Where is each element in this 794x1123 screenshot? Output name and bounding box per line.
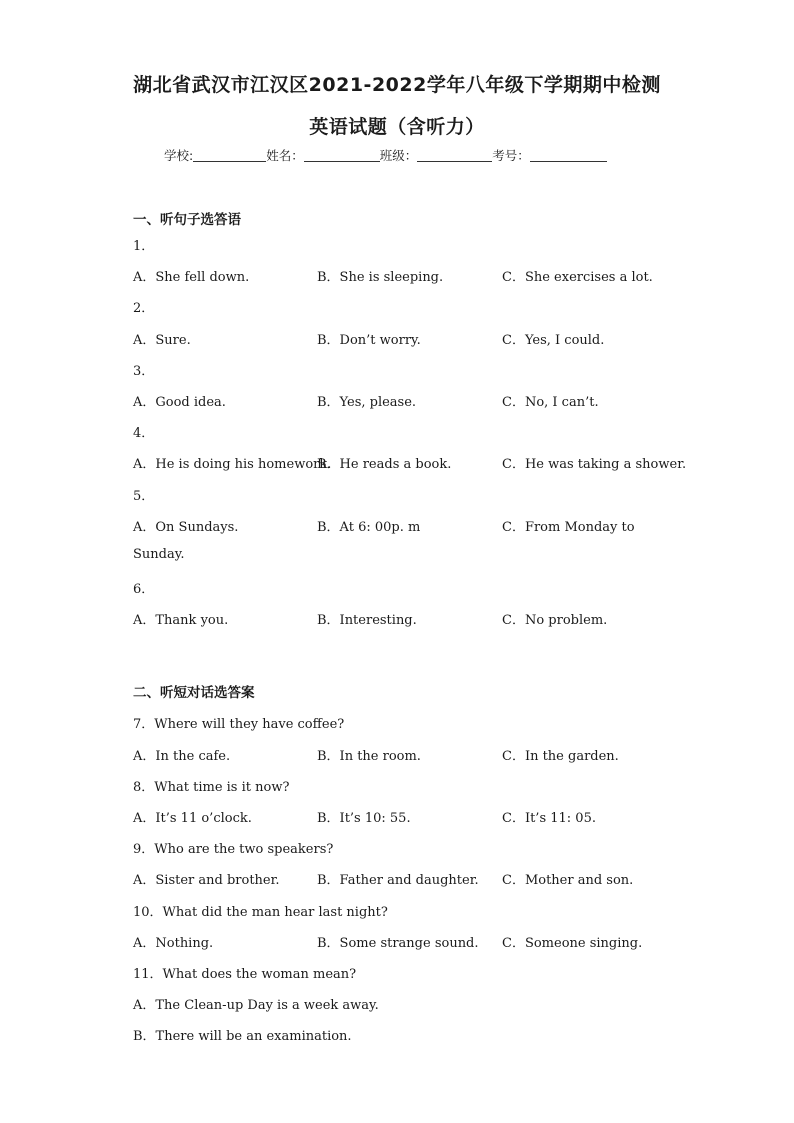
option-c: C．She exercises a lot. — [502, 270, 653, 285]
number-blank — [530, 148, 607, 162]
options-row — [0, 453, 794, 471]
question-text: 8．What time is it now? — [133, 780, 290, 795]
option-b: B．It’s 10: 55. — [317, 811, 411, 826]
option-b: B．He reads a book. — [317, 457, 452, 472]
question-text: 7．Where will they have coffee? — [133, 717, 345, 732]
option-c: C．Someone singing. — [502, 936, 643, 951]
options-row — [0, 609, 794, 627]
options-row — [0, 266, 794, 284]
option-b: B．Don’t worry. — [317, 333, 421, 348]
question-text: 9．Who are the two speakers? — [133, 842, 334, 857]
name-label: 姓名： — [266, 148, 304, 163]
name-blank — [304, 148, 380, 162]
options-row — [0, 869, 794, 887]
option-c-continuation: Sunday. — [133, 547, 185, 562]
option-c: C．Yes, I could. — [502, 333, 605, 348]
option-b: B．There will be an examination. — [133, 1029, 352, 1044]
option-a: A．Nothing. — [133, 936, 214, 951]
option-a: A．She fell down. — [133, 270, 250, 285]
option-c: C．No problem. — [502, 613, 608, 628]
option-a: A．Sure. — [133, 333, 191, 348]
option-a: A．Sister and brother. — [133, 873, 280, 888]
options-row — [0, 932, 794, 950]
question-text: 10．What did the man hear last night? — [133, 905, 388, 920]
option-b: B．Interesting. — [317, 613, 417, 628]
option-a: A．The Clean-up Day is a week away. — [133, 998, 379, 1013]
option-b: B．She is sleeping. — [317, 270, 444, 285]
option-c: C．It’s 11: 05. — [502, 811, 596, 826]
question-number: 1． — [133, 239, 155, 254]
option-c: C．No, I can’t. — [502, 395, 599, 410]
option-a: A．On Sundays. — [133, 520, 239, 535]
options-row — [0, 516, 794, 534]
document-title-line-2: 英语试题（含听力） — [309, 116, 485, 138]
question-text: 11．What does the woman mean? — [133, 967, 357, 982]
question-number: 5． — [133, 489, 155, 504]
options-row — [0, 391, 794, 409]
option-b: B．Some strange sound. — [317, 936, 479, 951]
number-label: 考号： — [492, 148, 530, 163]
option-b: B．Yes, please. — [317, 395, 417, 410]
question-number: 4． — [133, 426, 155, 441]
options-row — [0, 807, 794, 825]
question-number: 2． — [133, 301, 155, 316]
options-row — [0, 745, 794, 763]
class-label: 班级： — [379, 148, 418, 163]
option-c: C．From Monday to — [502, 520, 635, 535]
option-a: A．He is doing his homework. — [133, 457, 332, 472]
option-a: A．Good idea. — [133, 395, 226, 410]
option-c: C．In the garden. — [502, 749, 619, 764]
question-number: 3． — [133, 364, 155, 379]
option-c: C．He was taking a shower. — [502, 457, 687, 472]
option-c: C．Mother and son. — [502, 873, 634, 888]
class-blank — [417, 148, 492, 162]
question-number: 6． — [133, 582, 155, 597]
section-1-title: 一、听句子选答语 — [133, 212, 241, 228]
school-label: 学校: — [164, 148, 194, 163]
option-a: A．Thank you. — [133, 613, 229, 628]
options-row — [0, 329, 794, 347]
section-2-title: 二、听短对话选答案 — [133, 685, 255, 701]
document-title-line-1: 湖北省武汉市江汉区2021-2022学年八年级下学期期中检测 — [133, 74, 661, 96]
student-info-line — [164, 146, 607, 164]
option-b: B．In the room. — [317, 749, 421, 764]
option-a: A．It’s 11 o’clock. — [133, 811, 252, 826]
option-a: A．In the cafe. — [133, 749, 231, 764]
option-b: B．At 6: 00p. m — [317, 520, 421, 535]
option-b: B．Father and daughter. — [317, 873, 479, 888]
school-blank — [193, 148, 266, 162]
